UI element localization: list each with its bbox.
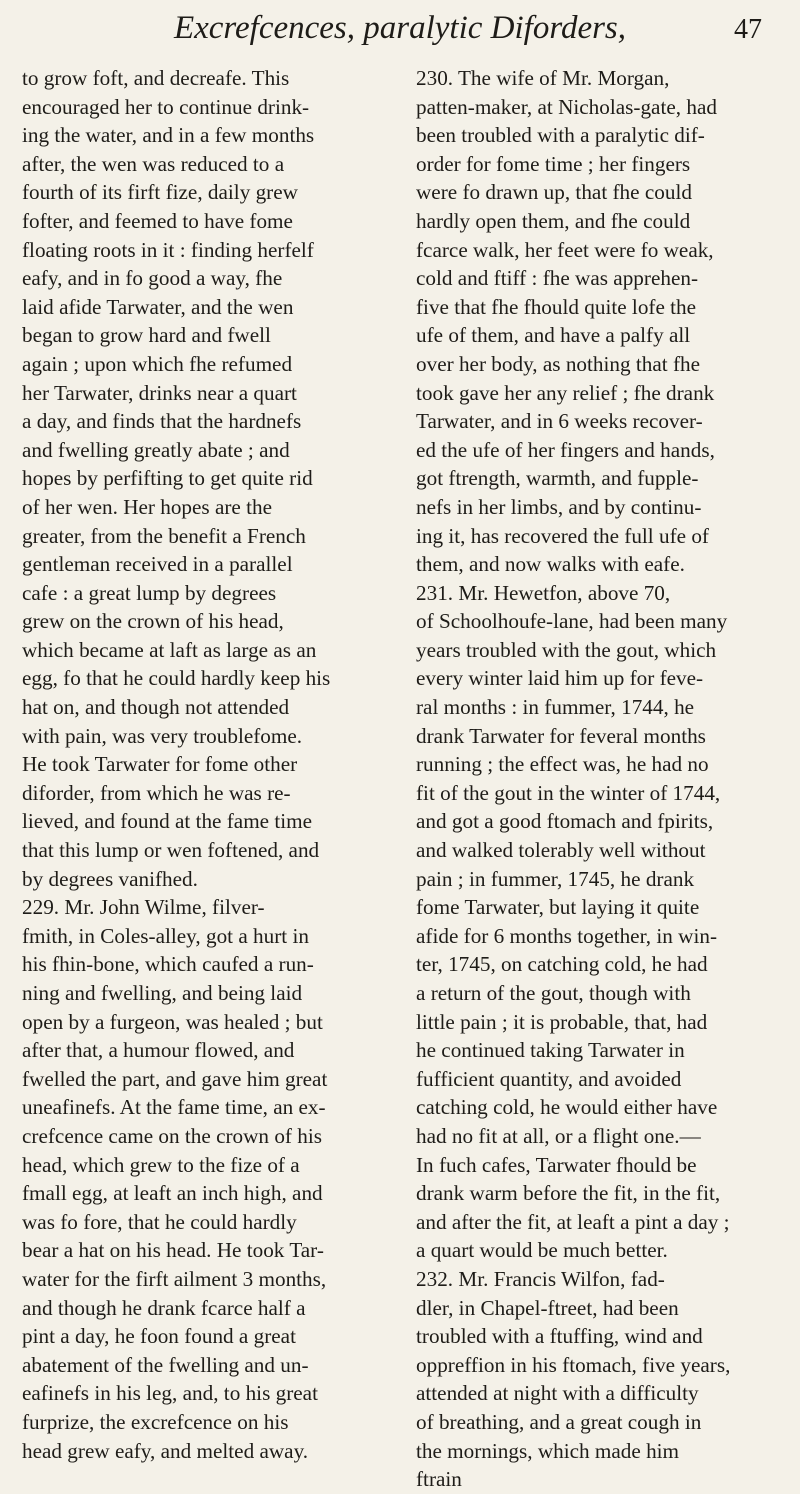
text-line: a day, and finds that the hardnefs <box>22 409 302 434</box>
text-line: a return of the gout, though with <box>416 981 691 1005</box>
text-line: and after the fit, at leaft a pint a day ; <box>416 1209 730 1234</box>
text-line: head, which grew to the fize of a <box>22 1152 300 1177</box>
text-line: order for fome time ; her fingers <box>416 151 691 176</box>
text-line: afide for 6 months together, in win- <box>416 923 718 948</box>
text-line: laid afide Tarwater, and the wen <box>22 294 294 319</box>
text-line: hardly open them, and fhe could <box>416 208 691 233</box>
text-line: ftrain <box>416 1467 462 1492</box>
text-line: hopes by perfifting to get quite rid <box>22 466 313 491</box>
text-line: of Schoolhoufe-lane, had been many <box>416 609 728 634</box>
text-line: ing it, has recovered the full ufe of <box>416 523 709 548</box>
text-line: 229. Mr. John Wilme, filver- <box>22 895 265 920</box>
text-line: cafe : a great lump by degrees <box>22 580 277 605</box>
text-line: been troubled with a paralytic dif- <box>416 123 705 148</box>
text-line: diforder, from which he was re- <box>22 780 291 805</box>
text-line: eafy, and in fo good a way, fhe <box>22 266 283 291</box>
left-column <box>22 64 380 1465</box>
text-line: gentleman received in a parallel <box>22 552 293 577</box>
text-line: a quart would be much better. <box>416 1238 668 1263</box>
text-line: He took Tarwater for fome other <box>22 752 298 777</box>
text-line: every winter laid him up for feve- <box>416 666 704 691</box>
text-line: was fo fore, that he could hardly <box>22 1209 297 1234</box>
text-line: his fhin-bone, which caufed a run- <box>22 952 314 977</box>
text-line: after, the wen was reduced to a <box>22 151 285 176</box>
text-line: catching cold, he would either have <box>416 1095 718 1120</box>
text-line: hat on, and though not attended <box>22 695 290 720</box>
text-line: and walked tolerably well without <box>416 838 706 863</box>
text-line: attended at night with a difficulty <box>416 1381 699 1406</box>
text-line: after that, a humour flowed, and <box>22 1038 295 1063</box>
text-line: took gave her any relief ; fhe drank <box>416 380 715 405</box>
text-line: fit of the gout in the winter of 1744, <box>416 780 721 805</box>
text-line: head grew eafy, and melted away. <box>22 1438 309 1463</box>
text-line: ning and fwelling, and being laid <box>22 981 303 1005</box>
running-head <box>0 10 800 47</box>
text-line: fmall egg, at leaft an inch high, and <box>22 1181 323 1206</box>
text-line: and though he drank fcarce half a <box>22 1295 306 1320</box>
text-line: water for the firft ailment 3 months, <box>22 1266 327 1291</box>
text-line: pint a day, he foon found a great <box>22 1324 296 1349</box>
text-line: egg, fo that he could hardly keep his <box>22 666 331 691</box>
text-line: which became at laft as large as an <box>22 637 317 662</box>
text-line: open by a furgeon, was healed ; but <box>22 1009 323 1034</box>
text-line: fcarce walk, her feet were fo weak, <box>416 237 714 262</box>
right-column <box>416 64 774 1494</box>
text-line: over her body, as nothing that fhe <box>416 351 700 376</box>
text-line: nefs in her limbs, and by continu- <box>416 494 702 519</box>
text-line: lieved, and found at the fame time <box>22 809 313 834</box>
text-line: ufe of them, and have a palfy all <box>416 323 691 348</box>
text-line: fome Tarwater, but laying it quite <box>416 895 700 920</box>
text-line: little pain ; it is probable, that, had <box>416 1009 708 1034</box>
text-line: furprize, the excrefcence on his <box>22 1409 289 1434</box>
text-line: cold and ftiff : fhe was apprehen- <box>416 266 698 291</box>
text-line: of her wen. Her hopes are the <box>22 494 273 519</box>
text-line: them, and now walks with eafe. <box>416 552 685 577</box>
text-line: the mornings, which made him <box>416 1438 680 1463</box>
text-line: fourth of its firft fize, daily grew <box>22 180 298 205</box>
running-title: Excrefcences, paralytic Diforders, <box>173 10 627 46</box>
text-line: fmith, in Coles-alley, got a hurt in <box>22 923 309 948</box>
text-line: troubled with a ftuffing, wind and <box>416 1324 703 1349</box>
text-line: were fo drawn up, that fhe could <box>416 180 692 205</box>
text-line: ing the water, and in a few months <box>22 123 315 148</box>
text-line: dler, in Chapel-ftreet, had been <box>416 1295 679 1320</box>
text-line: uneafinefs. At the fame time, an ex- <box>22 1095 326 1120</box>
text-line: ed the ufe of her fingers and hands, <box>416 437 715 462</box>
text-line: again ; upon which fhe refumed <box>22 351 293 376</box>
text-line: floating roots in it : finding herfelf <box>22 237 314 262</box>
text-line: crefcence came on the crown of his <box>22 1123 322 1148</box>
text-line: and fwelling greatly abate ; and <box>22 437 290 462</box>
text-line: running ; the effect was, he had no <box>416 752 709 777</box>
text-line: and got a good ftomach and fpirits, <box>416 809 714 834</box>
text-line: ral months : in fummer, 1744, he <box>416 695 695 720</box>
text-line: eafinefs in his leg, and, to his great <box>22 1381 318 1406</box>
text-line: grew on the crown of his head, <box>22 609 284 634</box>
text-line: encouraged her to continue drink- <box>22 94 310 119</box>
text-line: by degrees vanifhed. <box>22 866 198 891</box>
text-line: her Tarwater, drinks near a quart <box>22 380 297 405</box>
text-line: of breathing, and a great cough in <box>416 1409 702 1434</box>
text-line: 232. Mr. Francis Wilfon, fad- <box>416 1266 665 1291</box>
text-line: Tarwater, and in 6 weeks recover- <box>416 409 703 434</box>
text-line: drank Tarwater for feveral months <box>416 723 706 748</box>
text-line: In fuch cafes, Tarwater fhould be <box>416 1152 697 1177</box>
text-line: to grow foft, and decreafe. This <box>22 66 290 90</box>
text-line: had no fit at all, or a flight one.— <box>416 1123 701 1148</box>
page-number: 47 <box>734 14 762 45</box>
text-line: 230. The wife of Mr. Morgan, <box>416 66 670 90</box>
text-line: oppreffion in his ftomach, five years, <box>416 1352 731 1377</box>
text-line: fufficient quantity, and avoided <box>416 1066 682 1091</box>
text-line: fofter, and feemed to have fome <box>22 208 293 233</box>
text-line: got ftrength, warmth, and fupple- <box>416 466 699 491</box>
text-line: he continued taking Tarwater in <box>416 1038 685 1063</box>
text-line: fwelled the part, and gave him great <box>22 1066 328 1091</box>
text-line: pain ; in fummer, 1745, he drank <box>416 866 695 891</box>
text-line: abatement of the fwelling and un- <box>22 1352 309 1377</box>
text-line: that this lump or wen foftened, and <box>22 838 320 863</box>
text-line: ter, 1745, on catching cold, he had <box>416 952 708 977</box>
text-line: greater, from the benefit a French <box>22 523 306 548</box>
text-line: years troubled with the gout, which <box>416 637 717 662</box>
text-line: bear a hat on his head. He took Tar- <box>22 1238 324 1263</box>
text-line: five that fhe fhould quite lofe the <box>416 294 697 319</box>
text-line: 231. Mr. Hewetfon, above 70, <box>416 580 671 605</box>
text-line: drank warm before the fit, in the fit, <box>416 1181 721 1206</box>
text-line: with pain, was very troublefome. <box>22 723 303 748</box>
text-line: patten-maker, at Nicholas-gate, had <box>416 94 717 119</box>
text-line: began to grow hard and fwell <box>22 323 271 348</box>
